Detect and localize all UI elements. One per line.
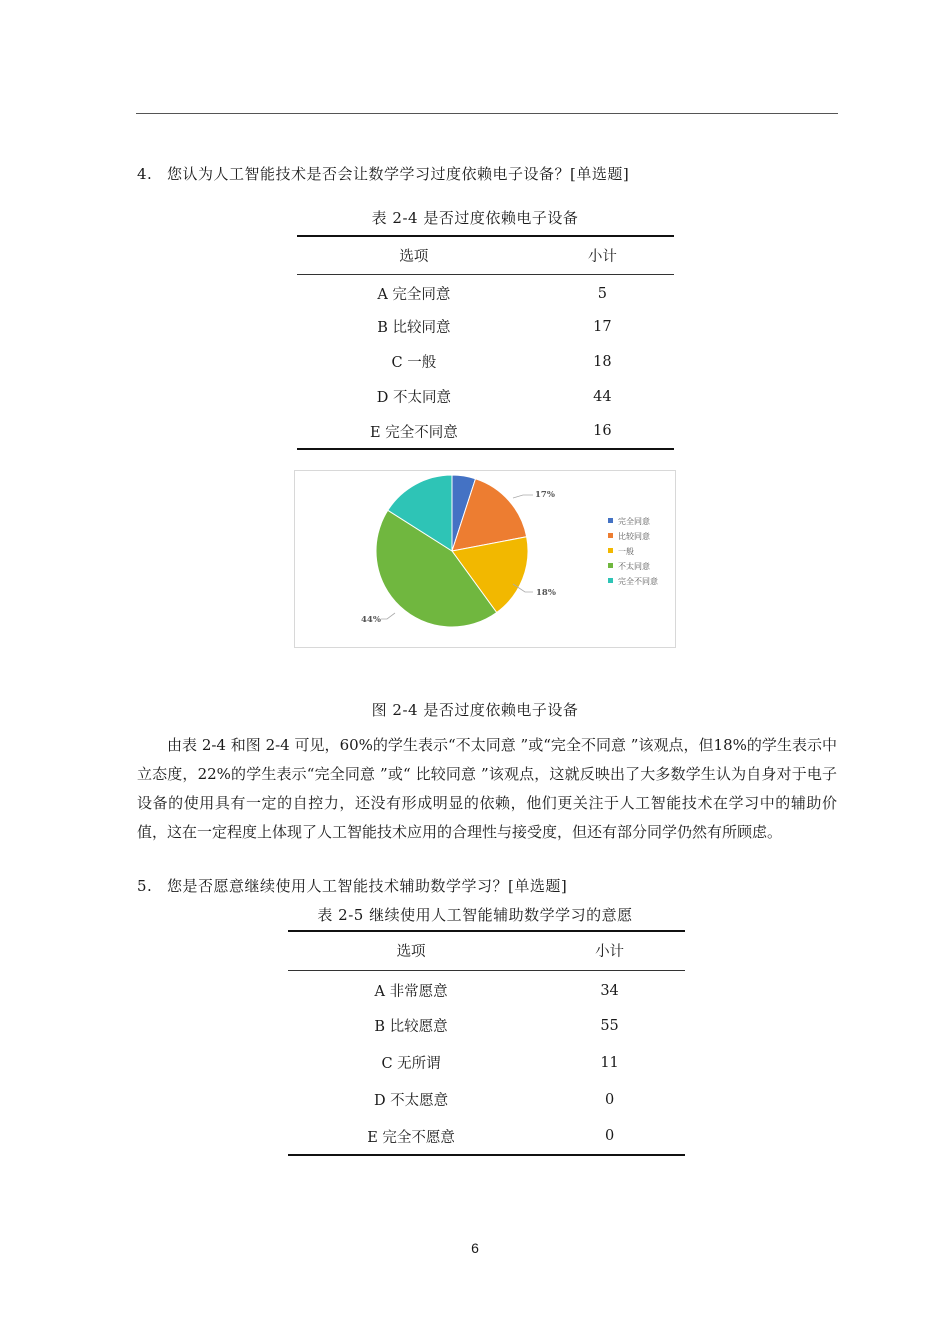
legend-swatch [608,578,613,583]
count-cell: 5 [597,285,607,302]
pie-chart-figure [294,470,676,648]
table-row [297,344,674,379]
table-header-row [288,931,685,970]
table-row [288,1007,685,1044]
legend-label: 比较同意 [618,532,650,541]
header-option: 选项 [288,931,534,970]
option-cell: B 比较愿意 [374,1019,448,1035]
table-caption: 表 2-5 继续使用人工智能辅助数学学习的意愿 [317,906,633,924]
table-header-row [297,236,674,274]
legend-swatch [608,563,613,568]
count-cell: 0 [604,1128,615,1144]
table-row [297,309,674,344]
question-number: 5. [137,877,153,895]
question-5 [137,875,567,896]
paragraph-text: 由表 2-4 和图 2-4 可见，60%的学生表示“不太同意 ”或“完全不同意 ”该观点，但18%的学生表示中立态度，22%的学生表示“完全同意 ”或“ 比较同意 ”该观点，这就反映出了大多数学生认为自身对于电子设备的使用具有一定的自控力，还没有形成明显的依赖，他们更关注于人工智能技术在学习中的辅助价值，这在一定程度上体现了人工智能技术应用的合理性与接受度，但还有部分同学仍然有所顾虑。 [137,736,837,841]
count-cell: 44 [593,388,612,405]
header-option: 选项 [297,236,531,274]
table-row [288,970,685,1007]
count-cell: 18 [593,353,612,370]
legend-label: 不太同意 [618,562,650,571]
header-count: 小计 [534,931,685,970]
pie-chart [295,471,675,647]
table-row [288,1044,685,1081]
table-row [297,379,674,414]
header-rule [136,113,838,114]
option-cell: D 不太愿意 [373,1093,449,1109]
question-text: 您认为人工智能技术是否会让数学学习过度依赖电子设备？[单选题] [167,165,630,183]
legend-label: 完全不同意 [618,577,658,586]
option-cell: A 完全同意 [377,287,451,304]
option-cell: E 完全不同意 [370,424,458,441]
option-cell: B 比较同意 [377,320,451,336]
option-cell: E 完全不愿意 [367,1129,455,1146]
count-cell: 34 [600,982,619,999]
table-row [297,274,674,309]
count-cell: 0 [604,1091,615,1108]
question-4 [137,163,629,184]
option-cell: C 无所谓 [381,1056,441,1072]
table-row [288,1118,685,1155]
data-label-18: 18% [536,588,556,598]
count-cell: 11 [600,1054,619,1071]
option-cell: D 不太同意 [376,390,451,406]
question-text: 您是否愿意继续使用人工智能技术辅助数学学习？[单选题] [167,877,568,895]
header-count: 小计 [531,236,674,274]
legend-label: 一般 [618,547,634,556]
legend-label: 完全同意 [618,517,650,526]
count-cell: 55 [600,1017,619,1034]
table-row [288,1081,685,1118]
question-number: 4. [137,165,153,183]
figure-caption: 图 2-4 是否过度依赖电子设备 [371,701,579,719]
data-label-17: 17% [535,490,555,500]
table-2-4 [297,235,674,450]
count-cell: 16 [593,423,612,439]
legend-swatch [608,518,613,523]
legend-swatch [608,533,613,538]
page-number: 6 [471,1240,479,1256]
table-2-5 [288,930,685,1156]
option-cell: A 非常愿意 [374,984,448,1001]
table-row [297,414,674,449]
analysis-paragraph [137,731,837,847]
data-label-44: 44% [361,615,381,625]
legend-swatch [608,548,613,553]
table-caption: 表 2-4 是否过度依赖电子设备 [371,209,579,227]
option-cell: C 一般 [391,355,437,371]
count-cell: 17 [593,318,612,335]
